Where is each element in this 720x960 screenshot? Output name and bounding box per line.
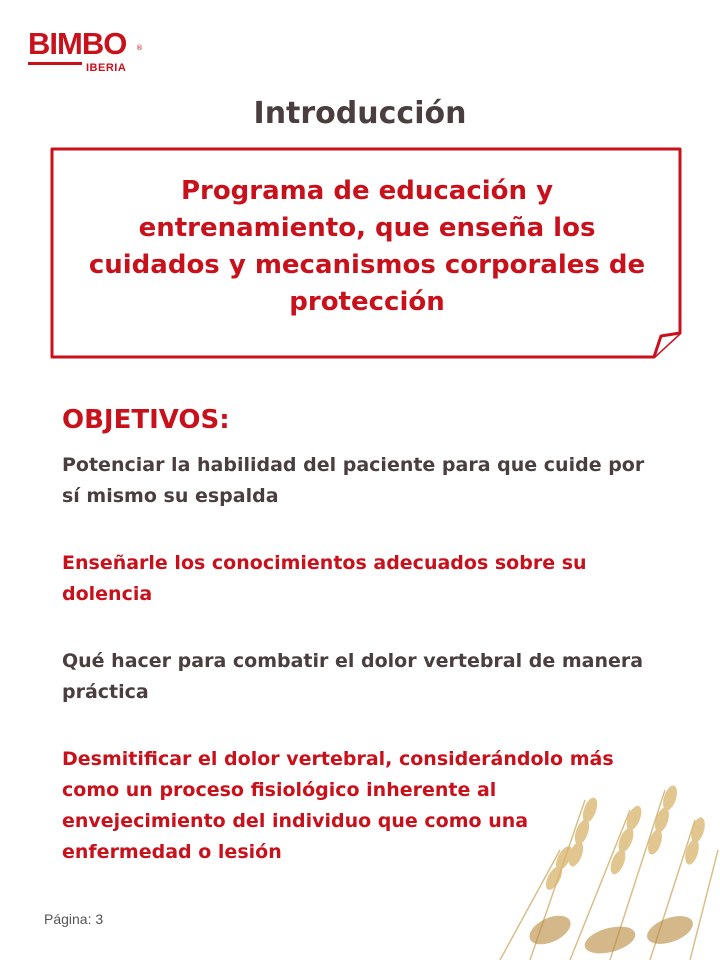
objectives-heading: OBJETIVOS: <box>62 405 230 435</box>
objective-item: Potenciar la habilidad del paciente para que cuide por sí mismo su espalda <box>62 454 645 507</box>
callout-text: Programa de educación y entrenamiento, que enseña los cuidados y mecanismos corporales de protección <box>88 176 646 317</box>
objective-item: Enseñarle los conocimientos adecuados sobre su dolencia <box>62 552 587 605</box>
wheat-decoration-image <box>490 780 720 960</box>
callout-box <box>50 147 682 359</box>
bimbo-iberia-logo <box>28 26 143 78</box>
page-number-label: Página: 3 <box>44 911 104 927</box>
logo-underline <box>28 62 82 65</box>
logo-region-text: IBERIA <box>86 62 127 74</box>
objective-item: Qué hacer para combatir el dolor vertebral de manera práctica <box>62 650 644 703</box>
logo-registered-mark: ® <box>136 44 143 52</box>
objective-item: Desmitificar el dolor vertebral, considerándolo más como un proceso fisiológico inherente al envejecimiento del individuo que como una enfermedad o lesión <box>62 748 614 863</box>
page-title: Introducción <box>253 96 467 131</box>
logo-brand-text: BIMBO <box>28 26 127 61</box>
